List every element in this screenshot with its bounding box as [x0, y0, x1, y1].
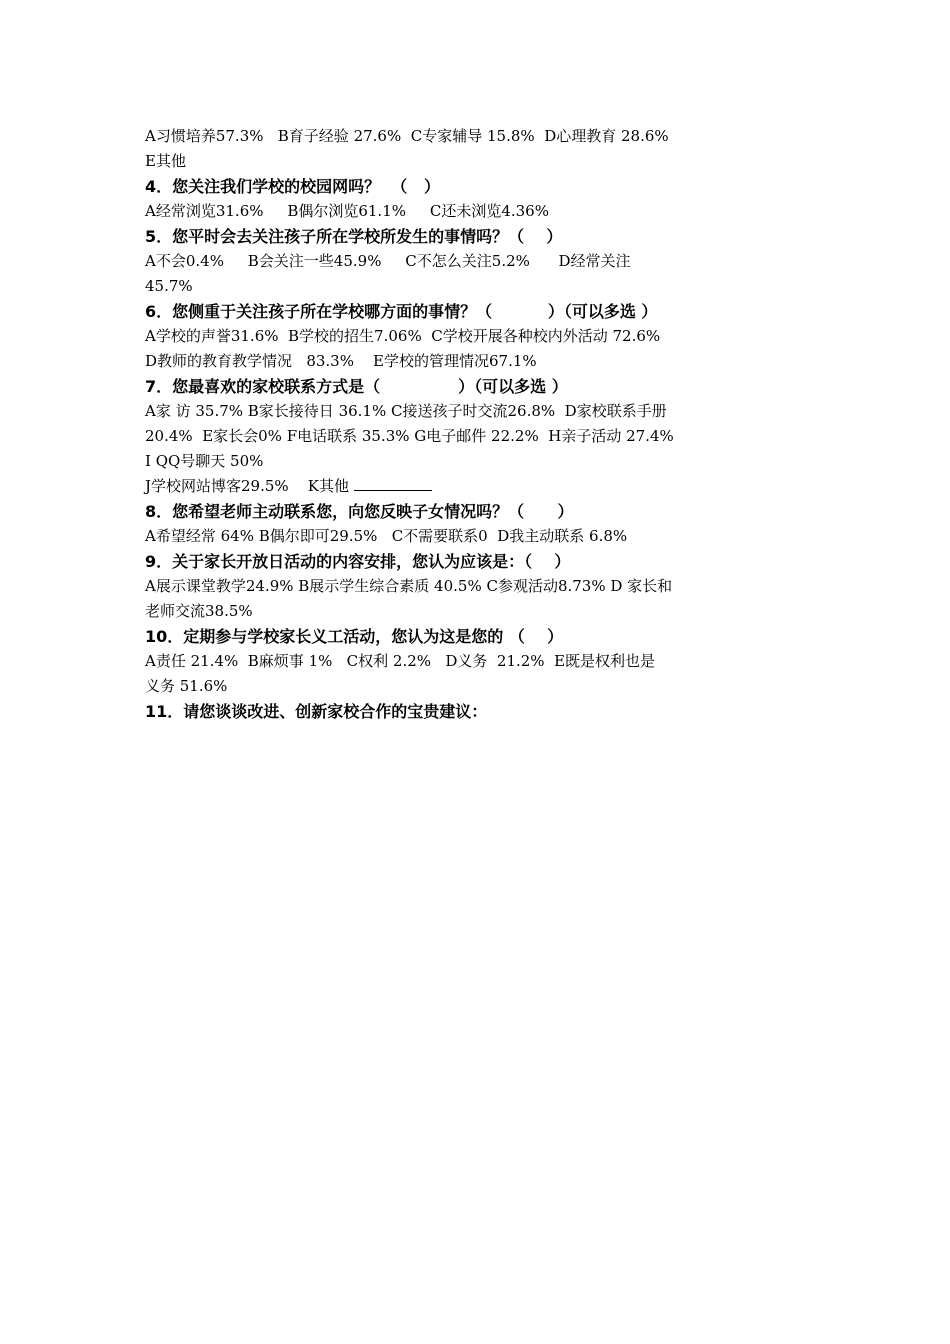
q5-options-line-1: A不会0.4% B会关注一些45.9% C不怎么关注5.2% D经常关注	[145, 252, 631, 270]
survey-results-text	[145, 124, 805, 724]
q9-options-line-2: 老师交流38.5%	[145, 602, 253, 620]
question-10: 10．定期参与学校家长义工活动，您认为这是您的 （ ）	[145, 627, 564, 646]
q10-options-line-1: A责任 21.4% B麻烦事 1% C权利 2.2% D义务 21.2% E既是权利也是	[145, 652, 656, 670]
question-8: 8．您希望老师主动联系您，向您反映子女情况吗？（ ）	[145, 502, 574, 521]
q7-options-line-2: 20.4% E家长会0% F电话联系 35.3% G电子邮件 22.2% H亲子活动 27.4%	[145, 427, 674, 445]
question-11: 11．请您谈谈改进、创新家校合作的宝贵建议：	[145, 702, 488, 721]
q9-options-line-1: A展示课堂教学24.9% B展示学生综合素质 40.5% C参观活动8.73% D 家长和	[145, 577, 673, 595]
question-6: 6．您侧重于关注孩子所在学校哪方面的事情？（ ）（可以多选 ）	[145, 302, 658, 321]
q10-options-line-2: 义务 51.6%	[145, 677, 228, 695]
q6-options-line-2: D教师的教育教学情况 83.3% E学校的管理情况67.1%	[145, 352, 537, 370]
q7-options-line-1: A家 访 35.7% B家长接待日 36.1% C接送孩子时交流26.8% D家校联系手册	[145, 402, 667, 420]
q3-options-line-2: E其他	[145, 152, 186, 170]
q4-options: A经常浏览31.6% B偶尔浏览61.1% C还未浏览4.36%	[145, 202, 549, 220]
q3-options-line-1: A习惯培养57.3% B育子经验 27.6% C专家辅导 15.8% D心理教育 28.6%	[145, 127, 669, 145]
question-5: 5．您平时会去关注孩子所在学校所发生的事情吗？（ ）	[145, 227, 563, 246]
q7-options-line-4-text: J学校网站博客29.5% K其他	[145, 477, 354, 495]
question-9: 9．关于家长开放日活动的内容安排，您认为应该是：（ ）	[145, 552, 571, 571]
q8-options: A希望经常 64% B偶尔即可29.5% C不需要联系0 D我主动联系 6.8%	[145, 527, 628, 545]
q5-options-line-2: 45.7%	[145, 277, 193, 295]
question-4: 4．您关注我们学校的校园网吗？ （ ）	[145, 177, 440, 196]
q7-options-line-4	[145, 474, 805, 499]
q7-options-line-3: I QQ号聊天 50%	[145, 452, 264, 470]
q6-options-line-1: A学校的声誉31.6% B学校的招生7.06% C学校开展各种校内外活动 72.6%	[145, 327, 661, 345]
fill-in-blank	[354, 476, 432, 491]
question-7: 7．您最喜欢的家校联系方式是（ ）（可以多选 ）	[145, 377, 568, 396]
